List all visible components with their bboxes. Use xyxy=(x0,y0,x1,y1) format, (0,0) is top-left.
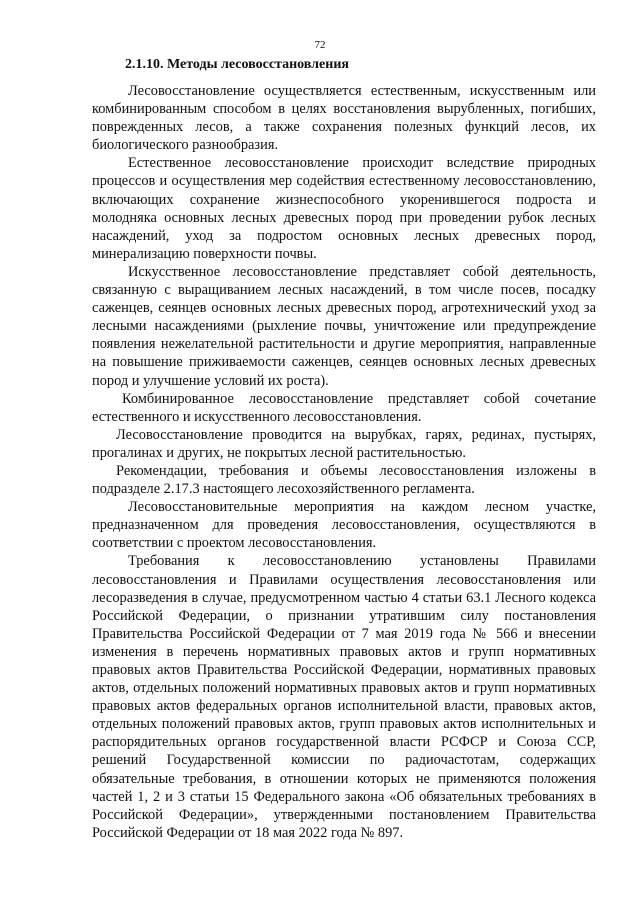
paragraph-7: Лесовосстановительные мероприятия на каждом лесном участке, предназначенном для проведения лесовосстановления, осуществляются в соответствии с проектом лесовосстановления. xyxy=(92,499,596,552)
paragraph-4: Комбинированное лесовосстановление представляет собой сочетание естественного и искусственного лесовосстановления. xyxy=(92,390,596,425)
paragraph-1: Лесовосстановление осуществляется естественным, искусственным или комбинированным способом в целях восстановления вырубленных, погибших, поврежденных лесов, а также сохранения полезных функций лесов, их биологического разнообразия. xyxy=(92,83,596,154)
paragraph-2: Естественное лесовосстановление происходит вследствие природных процессов и осуществления мер содействия естественному лесовосстановлению, включающих сохранение жизнеспособного укоренившегося подроста и молодняка основных лесных древесных пород при проведении рубок лесных насаждений, уход за подростом основных лесных древесных пород, минерализацию поверхности почвы. xyxy=(92,155,596,262)
page-number: 72 xyxy=(314,39,326,51)
body-text xyxy=(92,82,596,842)
paragraph-5: Лесовосстановление проводится на вырубках, гарях, рединах, пустырях, прогалинах и других, не покрытых лесной растительностью. xyxy=(92,426,596,461)
paragraph-6: Рекомендации, требования и объемы лесовосстановления изложены в подразделе 2.17.3 настоящего лесохозяйственного регламента. xyxy=(92,462,596,498)
section-heading: 2.1.10. Методы лесовосстановления xyxy=(125,57,349,72)
paragraph-3: Искусственное лесовосстановление представляет собой деятельность, связанную с выращиванием лесных насаждений, в том числе посев, посадку саженцев, сеянцев основных лесных древесных пород, агротехнический уход за лесными насаждениями (рыхление почвы, уничтожение или предупреждение появления нежелательной растительности и другие мероприятия, направленные на повышение приживаемости саженцев, сеянцев основных лесных древесных пород и улучшение условий их роста). xyxy=(92,263,596,389)
paragraph-8: Требования к лесовосстановлению установлены Правилами лесовосстановления и Правилами осуществления лесовосстановления или лесоразведения в случае, предусмотренном частью 4 статьи 63.1 Лесного кодекса Российской Федерации, о признании утратившим силу постановления Правительства Российской Федерации от 7 мая 2019 года № 566 и внесении изменения в перечень нормативных правовых актов и групп нормативных правовых актов Правительства Российской Федерации, нормативных правовых актов, отдельных положений нормативных правовых актов и групп нормативных правовых актов федеральных органов исполнительной власти, правовых актов, отдельных положений правовых актов, групп правовых актов исполнительных и распорядительных органов государственной власти РСФСР и Союза ССР, решений Государственной комиссии по радиочастотам, содержащих обязательные требования, в отношении которых не применяются положения частей 1, 2 и 3 статьи 15 Федерального закона «Об обязательных требованиях в Российской Федерации», утвержденными постановлением Правительства Российской Федерации от 18 мая 2022 года № 897. xyxy=(92,553,596,841)
